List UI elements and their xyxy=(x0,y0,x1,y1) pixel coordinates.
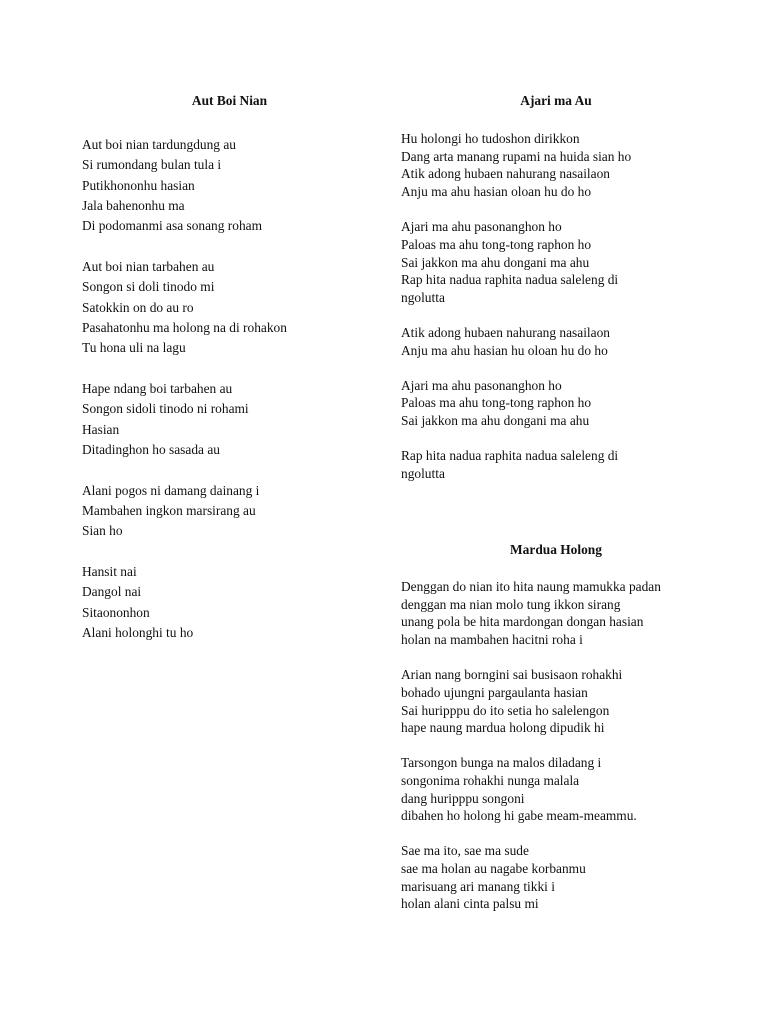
lyric-line: sae ma holan au nagabe korbanmu xyxy=(401,861,586,877)
lyric-line: Alani pogos ni damang dainang i xyxy=(82,482,260,498)
song-title: Ajari ma Au xyxy=(520,93,592,108)
stanza xyxy=(401,447,711,482)
lyric-line: holan na mambahen hacitni roha i xyxy=(401,632,583,648)
lyric-line: Anju ma ahu hasian hu oloan hu do ho xyxy=(401,342,608,358)
stanza xyxy=(401,130,711,201)
lyric-line: Mambahen ingkon marsirang au xyxy=(82,502,256,518)
lyric-line: denggan ma nian molo tung ikkon sirang xyxy=(401,596,621,612)
stanza xyxy=(82,135,377,236)
lyric-line: dang huripppu songoni xyxy=(401,790,525,806)
lyric-line: Tu hona uli na lagu xyxy=(82,340,186,356)
lyric-line: Atik adong hubaen nahurang nasailaon xyxy=(401,324,610,340)
song-title: Mardua Holong xyxy=(510,542,602,557)
song-mardua-holong xyxy=(401,542,711,930)
stanza xyxy=(401,377,711,430)
lyric-line: Hu holongi ho tudoshon dirikkon xyxy=(401,131,580,146)
lyric-line: Ditadinghon ho sasada au xyxy=(82,441,220,457)
lyric-line: Sian ho xyxy=(82,523,123,539)
lyric-line: Sitaononhon xyxy=(82,604,150,620)
lyric-line: Ajari ma ahu pasonanghon ho xyxy=(401,377,562,393)
lyric-line: unang pola be hita mardongan dongan hasian xyxy=(401,614,644,630)
lyric-line: Ajari ma ahu pasonanghon ho xyxy=(401,219,562,235)
lyric-line: Arian nang borngini sai busisaon rohakhi xyxy=(401,667,623,683)
lyric-line: Di podomanmi asa sonang roham xyxy=(82,218,262,234)
lyric-line: ngolutta xyxy=(401,289,445,305)
stanza xyxy=(401,842,711,913)
lyric-line: Sai jakkon ma ahu dongani ma ahu xyxy=(401,254,590,270)
lyric-line: Songon si doli tinodo mi xyxy=(82,279,215,295)
stanza xyxy=(401,218,711,307)
lyric-line: songonima rohakhi nunga malala xyxy=(401,772,580,788)
lyric-line: Songon sidoli tinodo ni rohami xyxy=(82,401,249,417)
lyric-line: Jala bahenonhu ma xyxy=(82,197,185,213)
lyric-line: Alani holonghi tu ho xyxy=(82,624,194,640)
lyric-line: Sai jakkon ma ahu dongani ma ahu xyxy=(401,413,590,429)
stanza xyxy=(401,754,711,825)
lyric-line: Paloas ma ahu tong-tong raphon ho xyxy=(401,395,592,411)
lyric-line: Putikhononhu hasian xyxy=(82,177,195,193)
song-aut-boi-nian xyxy=(82,93,377,664)
lyric-line: Dangol nai xyxy=(82,584,142,600)
song-title: Aut Boi Nian xyxy=(191,93,268,108)
lyric-line: Tarsongon bunga na malos diladang i xyxy=(401,755,602,771)
lyric-line: Sae ma ito, sae ma sude xyxy=(401,843,529,859)
stanza xyxy=(82,481,377,542)
lyric-line: Hansit nai xyxy=(82,564,137,580)
song-ajari-ma-au xyxy=(401,93,711,500)
stanza xyxy=(401,578,711,649)
lyric-line: Rap hita nadua raphita nadua saleleng di xyxy=(401,272,619,288)
lyric-line: Aut boi nian tardungdung au xyxy=(82,137,236,152)
lyric-line: holan alani cinta palsu mi xyxy=(401,896,539,912)
lyric-line: Sai huripppu do ito setia ho salelengon xyxy=(401,702,610,718)
stanza xyxy=(82,562,377,643)
lyric-line: marisuang ari manang tikki i xyxy=(401,878,555,894)
lyric-line: Atik adong hubaen nahurang nasailaon xyxy=(401,166,610,182)
lyric-line: bohado ujungni pargaulanta hasian xyxy=(401,684,588,700)
lyric-line: ngolutta xyxy=(401,465,445,481)
lyric-line: hape naung mardua holong dipudik hi xyxy=(401,720,605,736)
lyric-line: Anju ma ahu hasian oloan hu do ho xyxy=(401,184,592,200)
lyric-line: Pasahatonhu ma holong na di rohakon xyxy=(82,319,287,335)
lyric-line: Hape ndang boi tarbahen au xyxy=(82,380,233,396)
lyric-line: Si rumondang bulan tula i xyxy=(82,157,222,173)
lyric-line: dibahen ho holong hi gabe meam-meammu. xyxy=(401,808,637,824)
stanza xyxy=(401,324,711,359)
lyric-line: Satokkin on do au ro xyxy=(82,299,194,315)
lyric-line: Aut boi nian tarbahen au xyxy=(82,258,215,274)
lyric-line: Rap hita nadua raphita nadua saleleng di xyxy=(401,448,619,464)
lyric-line: Paloas ma ahu tong-tong raphon ho xyxy=(401,236,592,252)
stanza xyxy=(401,666,711,737)
stanza xyxy=(82,257,377,358)
lyric-line: Denggan do nian ito hita naung mamukka padan xyxy=(401,579,661,594)
lyric-line: Hasian xyxy=(82,421,120,437)
stanza xyxy=(82,379,377,460)
lyric-line: Dang arta manang rupami na huida sian ho xyxy=(401,148,632,164)
